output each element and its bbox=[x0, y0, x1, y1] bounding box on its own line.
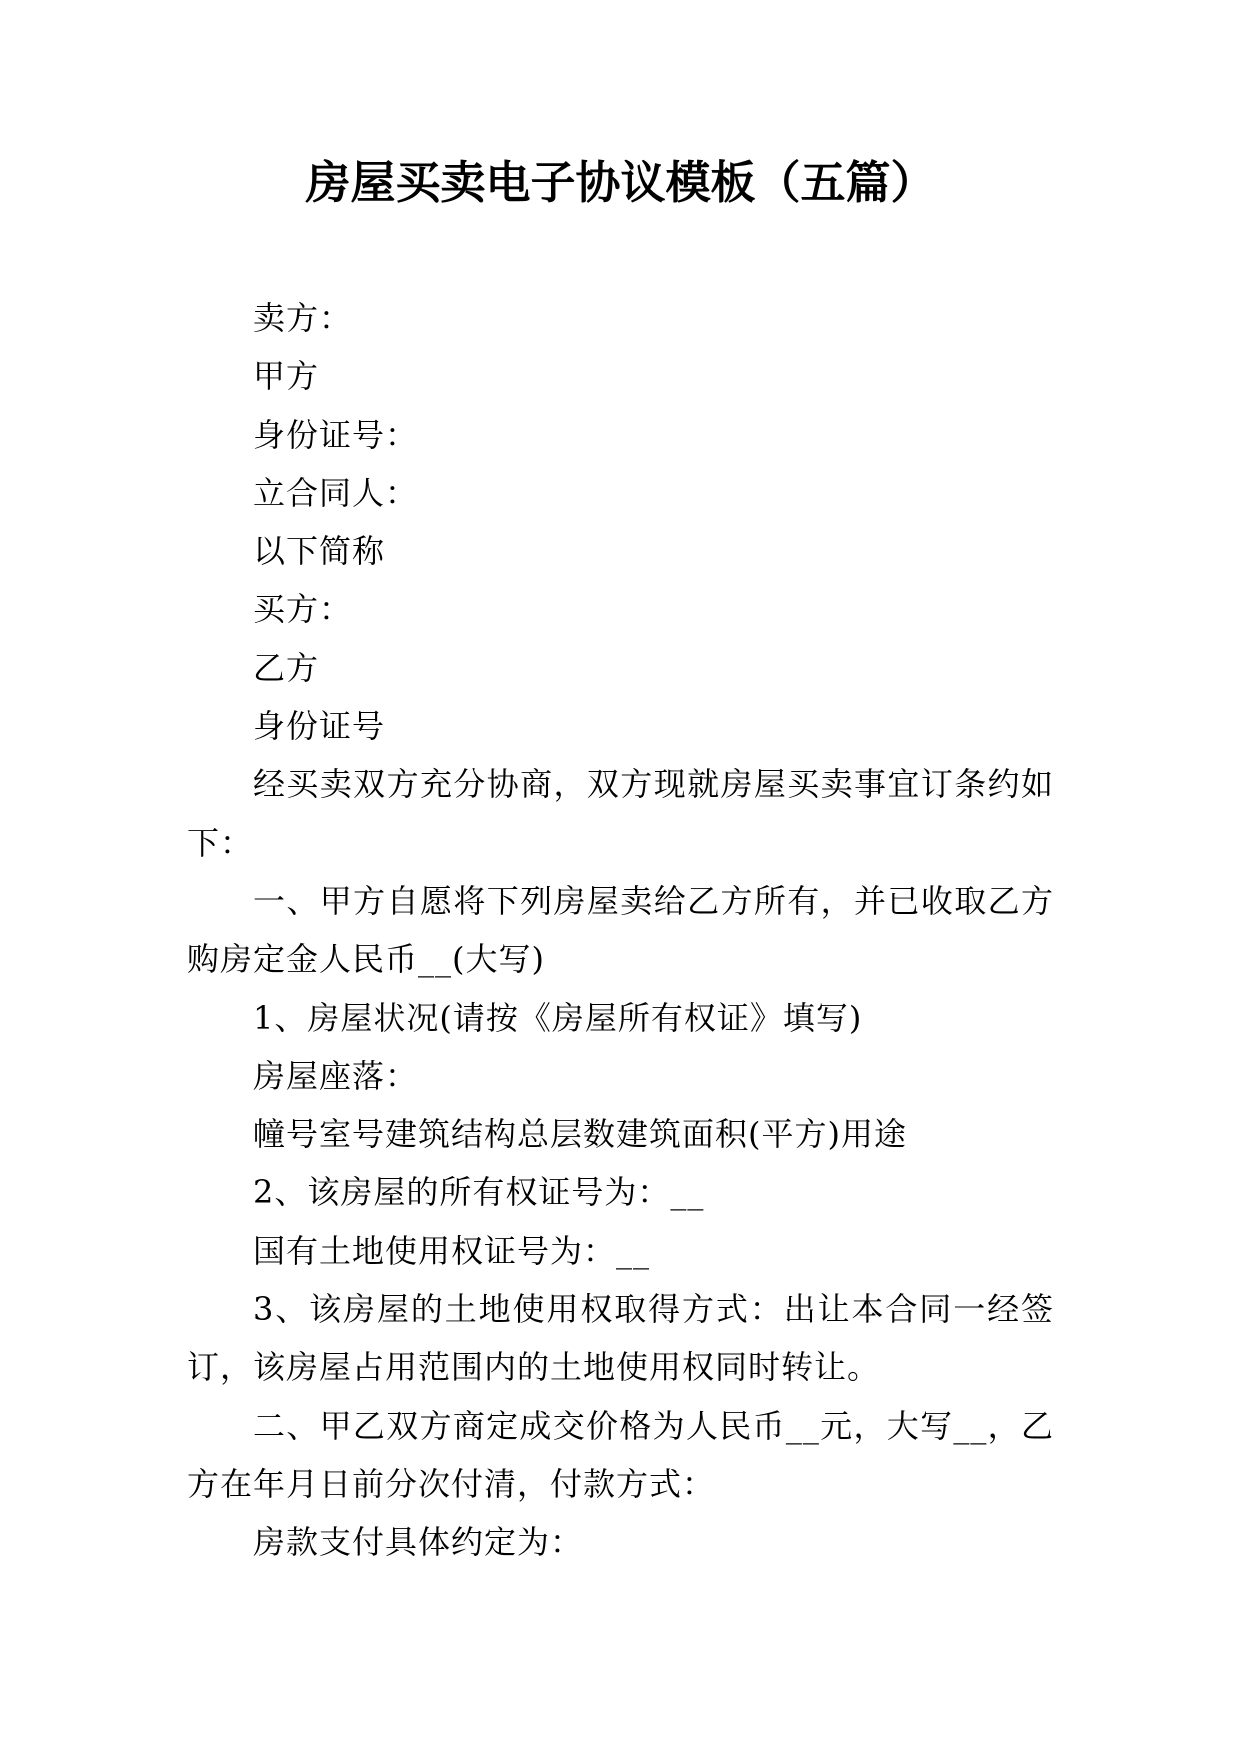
paragraph-line: 订，该房屋占用范围内的土地使用权同时转让。 bbox=[187, 1348, 881, 1387]
contract-party-field bbox=[187, 464, 1054, 522]
paragraph-line: 方在年月日前分次付清，付款方式： bbox=[187, 1464, 716, 1503]
ownership-certificate-field bbox=[187, 1163, 1054, 1221]
seller-field bbox=[187, 289, 1054, 347]
abbreviation-label: 以下简称 bbox=[253, 532, 386, 571]
clause-one-paragraph bbox=[187, 872, 1054, 989]
seller-label: 卖方： bbox=[253, 299, 353, 337]
house-attributes-label: 幢号室号建筑结构总层数建筑面积(平方)用途 bbox=[253, 1115, 907, 1154]
buyer-label: 买方： bbox=[253, 590, 353, 629]
document-body bbox=[187, 289, 1054, 1572]
house-location-field bbox=[187, 1047, 1054, 1105]
paragraph-line: 3、该房屋的土地使用权取得方式：出让本合同一经签 bbox=[253, 1290, 1054, 1329]
paragraph-line: 1、房屋状况(请按《房屋所有权证》填写) bbox=[253, 998, 863, 1037]
seller-id-label: 身份证号： bbox=[253, 415, 419, 454]
paragraph-line: 下： bbox=[187, 823, 254, 862]
party-a-field bbox=[187, 347, 1054, 405]
paragraph-line: 一、甲方自愿将下列房屋卖给乙方所有，并已收取乙方 bbox=[253, 881, 1054, 920]
abbreviation-field bbox=[187, 522, 1054, 580]
party-a-label: 甲方 bbox=[253, 357, 320, 396]
house-condition-paragraph bbox=[187, 989, 1054, 1047]
paragraph-line: 经买卖双方充分协商，双方现就房屋买卖事宜订条约如 bbox=[253, 765, 1054, 804]
paragraph-line: 二、甲乙双方商定成交价格为人民币__元，大写__，乙 bbox=[253, 1406, 1054, 1445]
contract-party-label: 立合同人： bbox=[253, 473, 419, 512]
land-use-certificate-label: 国有土地使用权证号为：__ bbox=[253, 1231, 651, 1270]
paragraph-line: 购房定金人民币__(大写) bbox=[187, 940, 545, 979]
payment-terms-label: 房款支付具体约定为： bbox=[253, 1523, 584, 1562]
price-clause-paragraph bbox=[187, 1397, 1054, 1514]
land-use-acquisition-paragraph bbox=[187, 1280, 1054, 1397]
payment-terms-field bbox=[187, 1513, 1054, 1571]
house-location-label: 房屋座落： bbox=[253, 1056, 419, 1095]
party-b-label: 乙方 bbox=[253, 648, 320, 687]
party-b-field bbox=[187, 639, 1054, 697]
preamble-paragraph bbox=[187, 755, 1054, 872]
ownership-certificate-label: 2、该房屋的所有权证号为：__ bbox=[253, 1173, 705, 1212]
house-attributes-line bbox=[187, 1105, 1054, 1163]
buyer-field bbox=[187, 580, 1054, 638]
buyer-id-label: 身份证号 bbox=[253, 707, 386, 746]
document-title: 房屋买卖电子协议模板（五篇） bbox=[305, 156, 936, 209]
land-use-certificate-field bbox=[187, 1222, 1054, 1280]
buyer-id-field bbox=[187, 697, 1054, 755]
seller-id-field bbox=[187, 406, 1054, 464]
